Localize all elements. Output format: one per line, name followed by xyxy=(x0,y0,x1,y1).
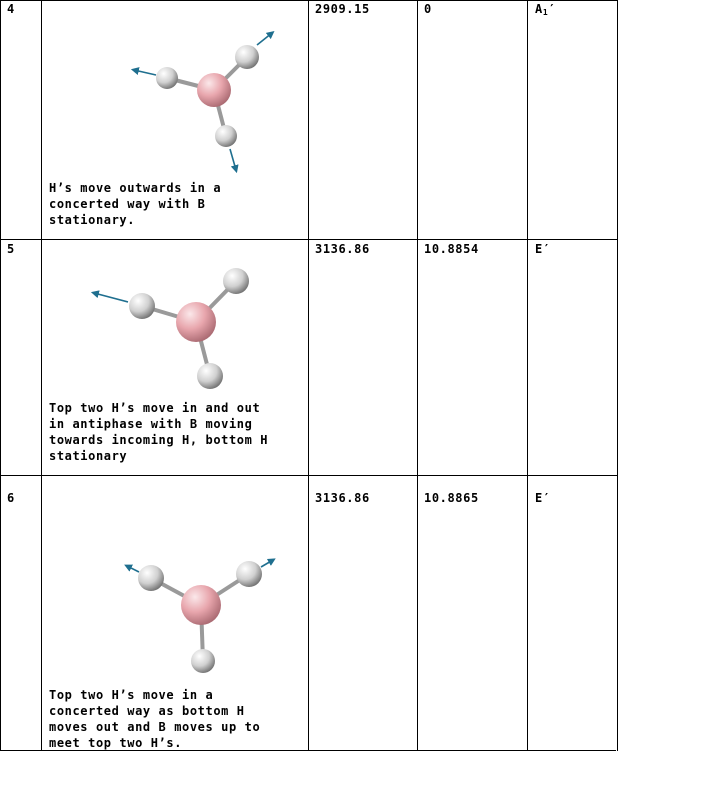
mode-description: H’s move outwards in a concerted way with B stationary. xyxy=(49,181,222,227)
col-border-left xyxy=(0,0,1,751)
intensity-value: 10.8865 xyxy=(424,491,479,505)
frequency-value: 3136.86 xyxy=(315,242,370,256)
hydrogen-atom xyxy=(197,363,223,389)
symmetry-label: E′ xyxy=(535,242,551,256)
molecule-diagram-mode-5 xyxy=(80,255,270,400)
molecule-diagram-mode-6 xyxy=(115,550,285,685)
displacement-arrow xyxy=(94,293,128,302)
hydrogen-atom xyxy=(215,125,237,147)
hydrogen-atom xyxy=(235,45,259,69)
hydrogen-atom xyxy=(223,268,249,294)
intensity-value: 10.8854 xyxy=(424,242,479,256)
frequency-value: 3136.86 xyxy=(315,491,370,505)
hydrogen-atom xyxy=(156,67,178,89)
hydrogen-atom xyxy=(236,561,262,587)
mode-description: Top two H’s move in a concerted way as bottom H moves out and B moves up to meet top two H’s. xyxy=(49,688,261,750)
col-border-right xyxy=(617,0,618,751)
col-divider-3 xyxy=(417,0,418,751)
boron-atom xyxy=(181,585,221,625)
mode-number: 5 xyxy=(7,242,15,256)
boron-atom xyxy=(176,302,216,342)
mode-number: 6 xyxy=(7,491,15,505)
frequency-value: 2909.15 xyxy=(315,2,370,16)
row-divider-1 xyxy=(0,239,618,240)
mode-description: Top two H’s move in and out in antiphase with B moving towards incoming H, bottom H stationary xyxy=(49,401,269,463)
boron-atom xyxy=(197,73,231,107)
molecule-diagram-mode-4 xyxy=(120,20,290,180)
mode-number: 4 xyxy=(7,2,15,16)
table-border-top xyxy=(0,0,618,1)
symmetry-label: E′ xyxy=(535,491,551,505)
intensity-value: 0 xyxy=(424,2,432,16)
hydrogen-atom xyxy=(129,293,155,319)
col-divider-1 xyxy=(41,0,42,751)
col-divider-2 xyxy=(308,0,309,751)
hydrogen-atom xyxy=(138,565,164,591)
col-divider-4 xyxy=(527,0,528,751)
hydrogen-atom xyxy=(191,649,215,673)
row-divider-2 xyxy=(0,475,618,476)
symmetry-label: $A_1'$ xyxy=(535,2,557,17)
